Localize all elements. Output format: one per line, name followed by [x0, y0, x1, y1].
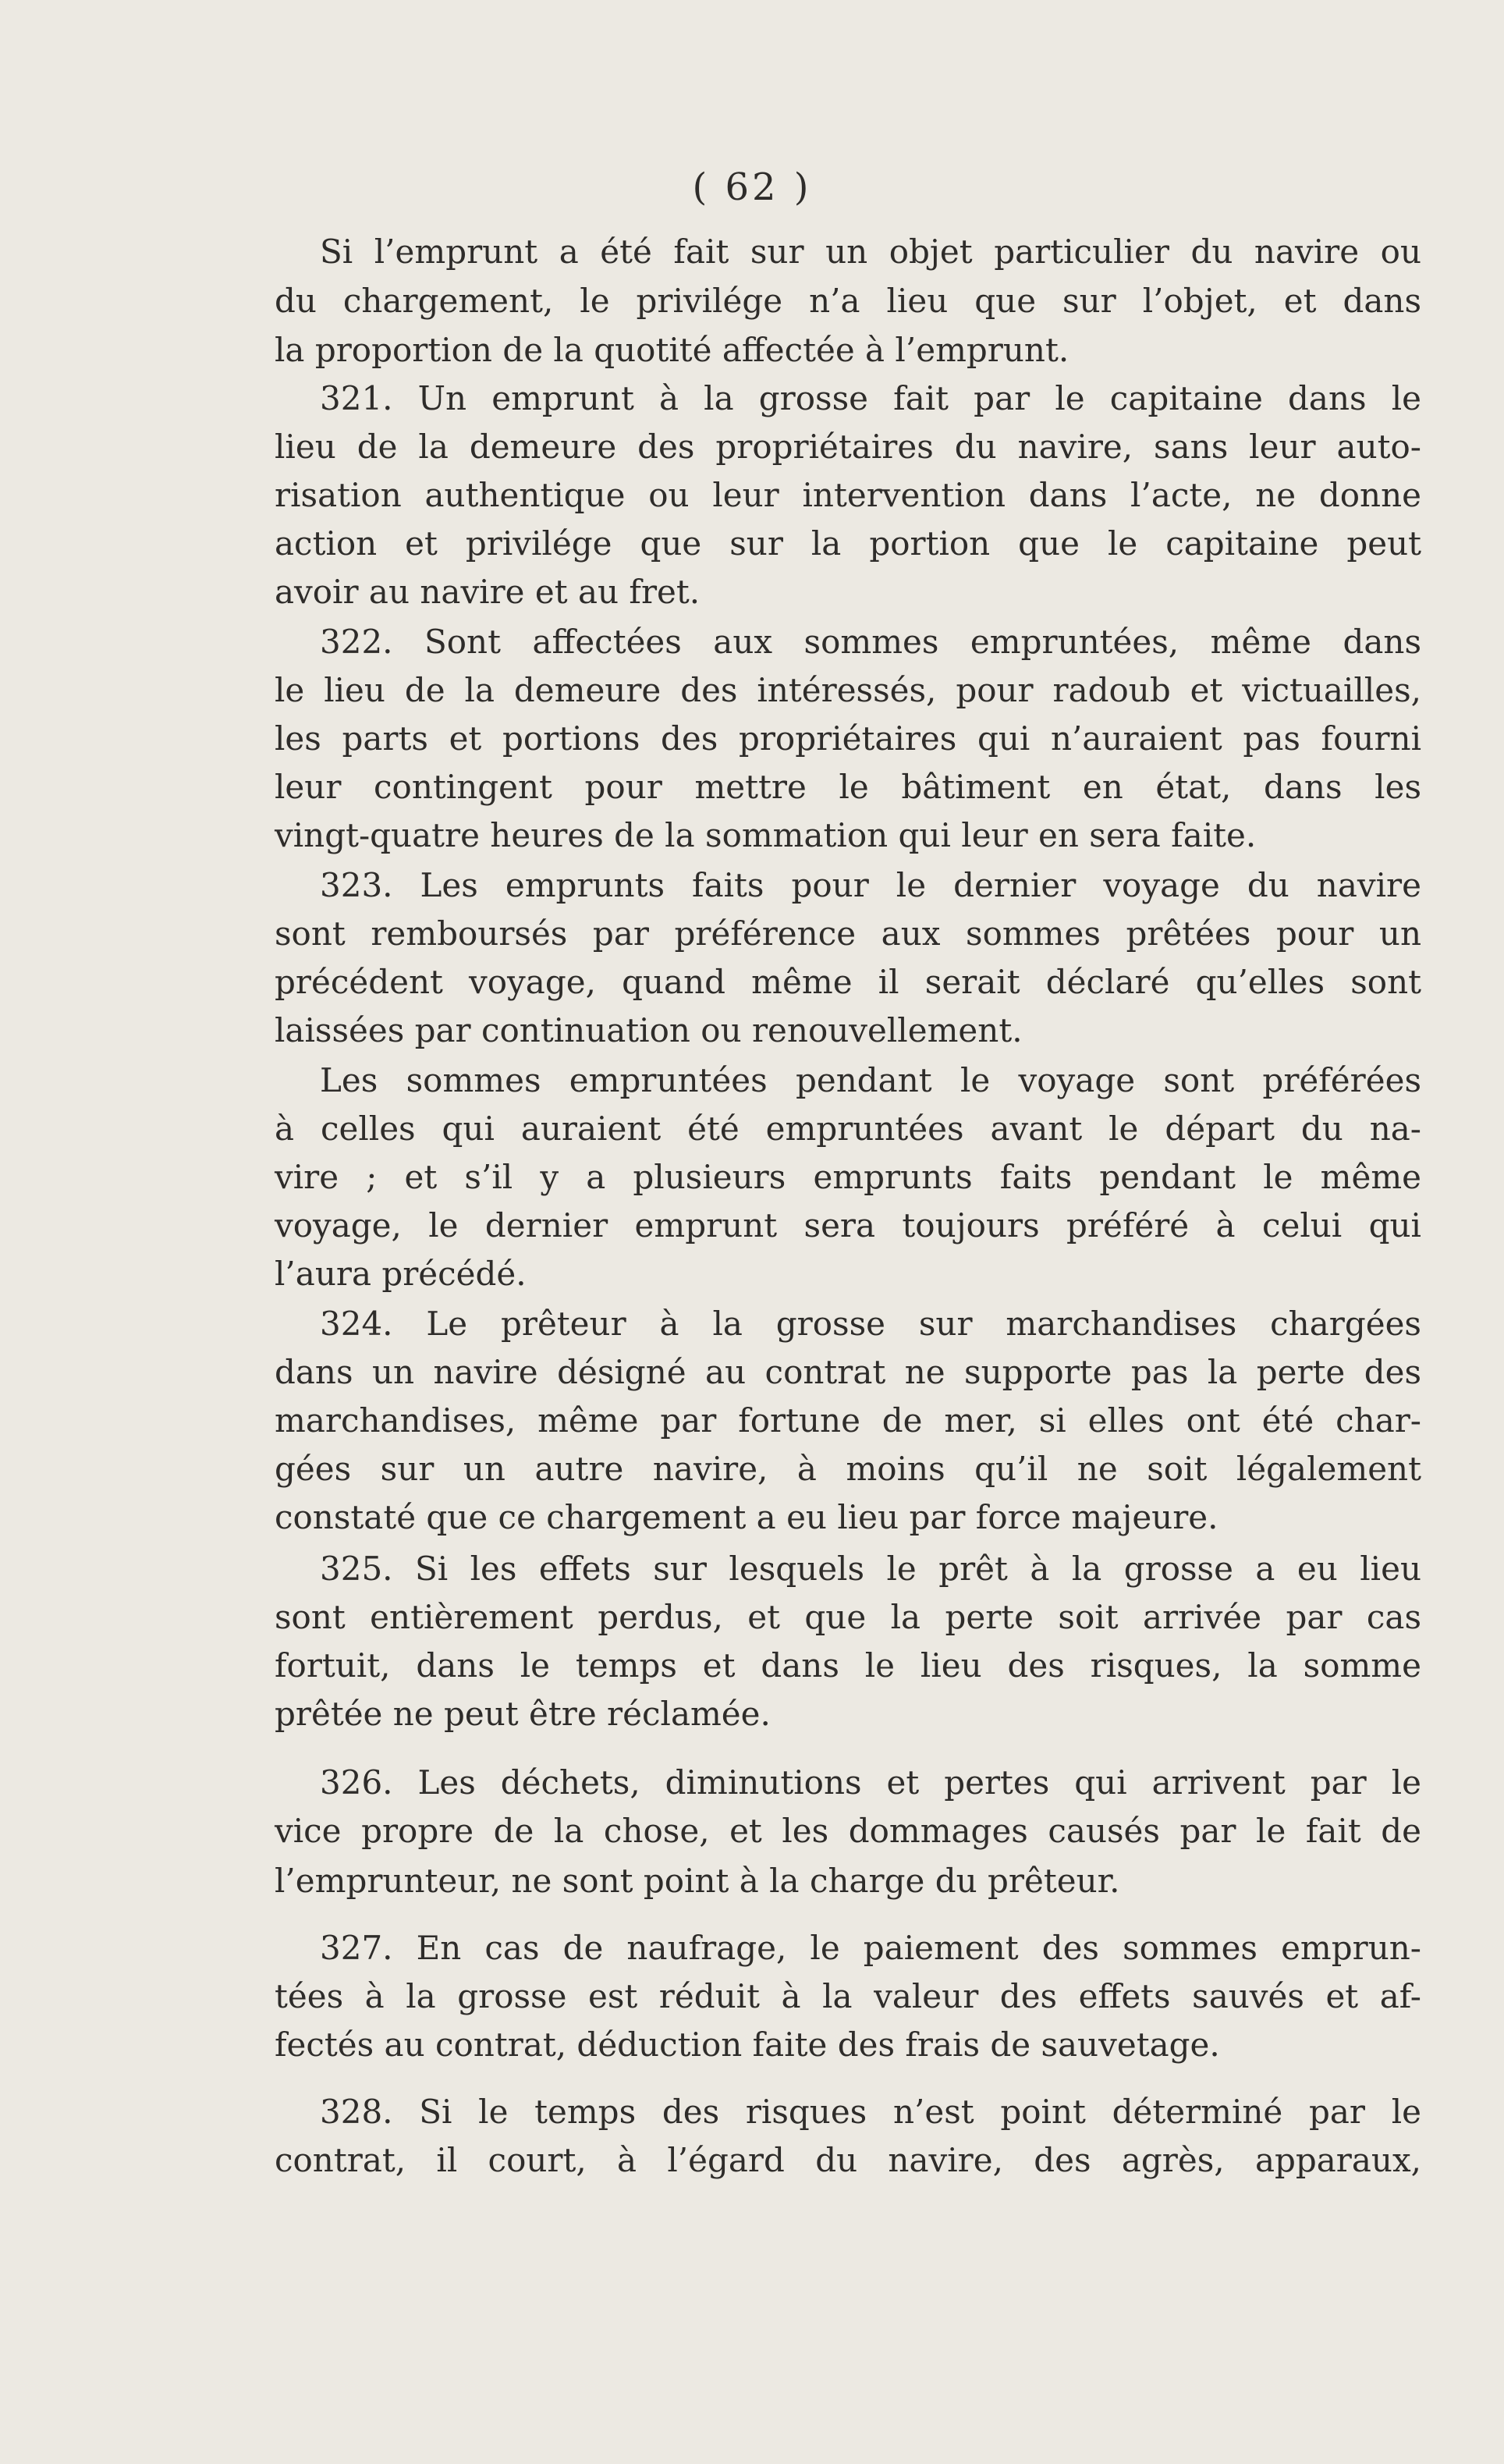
- text-line: lieu de la demeure des propriétaires du navire, sans leur auto-: [275, 428, 1421, 466]
- text-line: les parts et portions des propriétaires qui n’auraient pas fourni: [275, 719, 1421, 758]
- text-line: l’emprunteur, ne sont point à la charge du prêteur.: [275, 1862, 1120, 1900]
- text-line: vingt-quatre heures de la sommation qui leur en sera faite.: [275, 816, 1257, 854]
- text-line: marchandises, même par fortune de mer, si elles ont été char-: [275, 1401, 1421, 1440]
- text-line: tées à la grosse est réduit à la valeur des effets sauvés et af-: [275, 1977, 1421, 2015]
- text-line: sont remboursés par préférence aux sommes prêtées pour un: [275, 914, 1421, 953]
- text-line: voyage, le dernier emprunt sera toujours préféré à celui qui: [275, 1206, 1421, 1244]
- text-line: laissées par continuation ou renouvellement.: [275, 1011, 1023, 1049]
- text-line: 328. Si le temps des risques n’est point déterminé par le: [320, 2093, 1421, 2131]
- text-line: 326. Les déchets, diminutions et pertes qui arrivent par le: [320, 1763, 1421, 1802]
- text-line: contrat, il court, à l’égard du navire, des agrès, apparaux,: [275, 2141, 1421, 2179]
- text-line: Si l’emprunt a été fait sur un objet particulier du navire ou: [320, 233, 1421, 271]
- text-line: dans un navire désigné au contrat ne supporte pas la perte des: [275, 1353, 1421, 1391]
- text-line: 325. Si les effets sur lesquels le prêt à la grosse a eu lieu: [320, 1550, 1421, 1588]
- text-line: constaté que ce chargement a eu lieu par force majeure.: [275, 1498, 1218, 1536]
- text-line: à celles qui auraient été empruntées avant le départ du na-: [275, 1110, 1421, 1148]
- text-line: action et privilége que sur la portion que le capitaine peut: [275, 524, 1421, 563]
- text-line: le lieu de la demeure des intéressés, pour radoub et victuailles,: [275, 671, 1421, 709]
- text-line: vire ; et s’il y a plusieurs emprunts faits pendant le même: [275, 1158, 1421, 1196]
- text-line: fectés au contrat, déduction faite des frais de sauvetage.: [275, 2026, 1220, 2064]
- text-line: du chargement, le privilége n’a lieu que sur l’objet, et dans: [275, 282, 1421, 320]
- text-line: 322. Sont affectées aux sommes empruntées, même dans: [320, 623, 1421, 661]
- text-line: 321. Un emprunt à la grosse fait par le capitaine dans le: [320, 379, 1421, 417]
- text-line: prêtée ne peut être réclamée.: [275, 1695, 771, 1733]
- text-line: 327. En cas de naufrage, le paiement des sommes emprun-: [320, 1929, 1421, 1967]
- text-line: gées sur un autre navire, à moins qu’il ne soit légalement: [275, 1450, 1421, 1488]
- text-line: Les sommes empruntées pendant le voyage sont préférées: [320, 1061, 1421, 1099]
- text-line: avoir au navire et au fret.: [275, 573, 701, 611]
- text-line: 324. Le prêteur à la grosse sur marchandises chargées: [320, 1305, 1421, 1343]
- text-line: risation authentique ou leur intervention dans l’acte, ne donne: [275, 476, 1421, 514]
- page-number: ( 62 ): [692, 165, 812, 209]
- text-line: la proportion de la quotité affectée à l’emprunt.: [275, 331, 1069, 369]
- text-line: l’aura précédé.: [275, 1255, 527, 1293]
- text-line: fortuit, dans le temps et dans le lieu des risques, la somme: [275, 1646, 1421, 1685]
- text-line: 323. Les emprunts faits pour le dernier voyage du navire: [320, 866, 1421, 904]
- text-line: leur contingent pour mettre le bâtiment en état, dans les: [275, 768, 1421, 806]
- text-line: vice propre de la chose, et les dommages causés par le fait de: [275, 1812, 1421, 1850]
- text-line: sont entièrement perdus, et que la perte soit arrivée par cas: [275, 1598, 1421, 1636]
- text-line: précédent voyage, quand même il serait déclaré qu’elles sont: [275, 963, 1421, 1001]
